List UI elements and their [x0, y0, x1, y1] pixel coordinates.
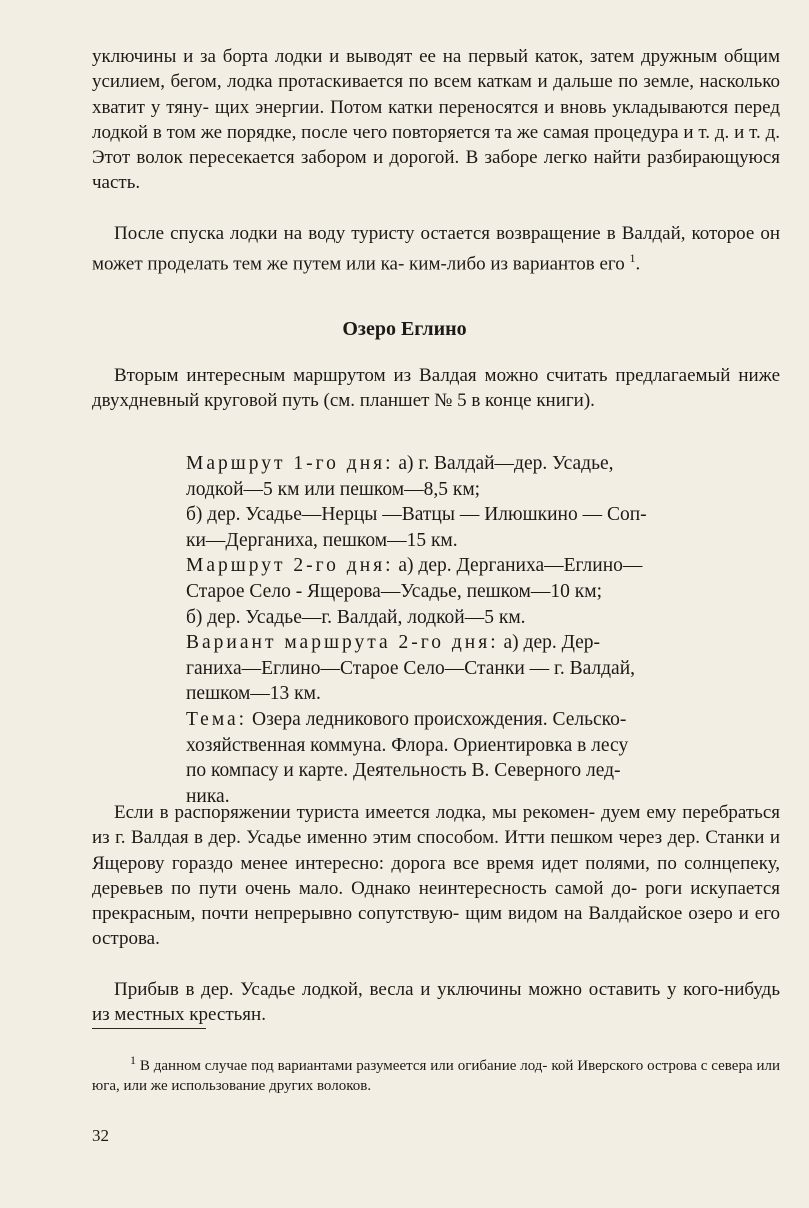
text-line: перед лодкой в том же порядке, после чего повторяется та же — [92, 96, 781, 143]
text-line: № 5 в конце книги). — [434, 390, 595, 412]
text-line: самая процедура и т. д. и т. д. Этот волок пересекается забором — [92, 121, 780, 169]
route-theme-line: Тема: Озера ледникового происхождения. Сельско- — [186, 708, 627, 730]
paragraph-intro — [92, 363, 780, 414]
text-line: роги искупается прекрасным, почти непрерывно сопутствую- — [92, 877, 781, 925]
route-variant-line: Вариант маршрута 2-го дня: а) дер. Дер- — [186, 632, 601, 654]
paragraph-return: После спуска лодки на воду туристу остается возвращение в Валдай, которое он может проделать тем же путем или ка- ким-либо из вариантов его $^1$. — [92, 223, 780, 275]
text-line: предлагаемый ниже двухдневный круговой путь (см. планшет — [92, 365, 781, 412]
paragraph-portage — [92, 44, 780, 196]
paragraph-arrival — [92, 977, 780, 1028]
footnote-divider — [92, 1028, 206, 1029]
footnote — [92, 1050, 780, 1096]
text-line: щим видом на Валдайское озеро и его острова. — [92, 903, 781, 950]
text-line: деревьев по пути очень мало. Однако неинтересность самой до- — [92, 877, 638, 899]
route-day1-line: Маршрут 1-го дня: а) г. Валдай—дер. Усадье, — [186, 453, 614, 474]
route-block — [186, 451, 780, 809]
text-line: ким-либо из вариантов его — [409, 253, 625, 275]
route-line: хозяйственная коммуна. Флора. Ориентировка в лесу — [186, 734, 629, 756]
route-line: ки—Дерганиха, пешком—15 км. — [186, 529, 458, 551]
text-line: Вторым интересным маршрутом из Валдая можно считать — [114, 365, 608, 386]
route-day2-line: Маршрут 2-го дня: а) дер. Дерганиха—Еглино— — [186, 555, 643, 577]
text-line: щих энергии. Потом катки переносятся и вновь укладываются — [214, 96, 729, 118]
route-line: пешком—13 км. — [186, 683, 321, 705]
route-line: ганиха—Еглино—Старое Село—Станки — г. Валдай, — [186, 657, 636, 679]
text-line: затем дружным общим усилием, бегом, лодка протаскивается — [92, 46, 781, 93]
route-theme-label: Тема: — [186, 708, 248, 730]
text-line: по всем каткам и дальше по земле, насколько хватит у тяну- — [92, 71, 781, 118]
route-day2-label: Маршрут 2-го дня: — [186, 555, 394, 577]
footnote-mark: 1 — [629, 251, 636, 266]
route-line: по компасу и карте. Деятельность В. Северного лед- — [186, 760, 621, 782]
footnote-mark: 1 — [130, 1053, 136, 1067]
text-line: оставить у кого-нибудь из местных крестьян. — [92, 979, 781, 1026]
text-line: менее интересно: дорога все время идет полями, по солнцепеку, — [240, 852, 781, 874]
text-line: Если в распоряжении туриста имеется лодка, мы рекомен- — [114, 802, 596, 823]
route-variant-label: Вариант маршрута 2-го дня: — [186, 632, 499, 654]
text-line: в Валдай, которое он может проделать тем же путем или ка- — [92, 223, 780, 275]
paragraph-boat — [92, 800, 780, 952]
route-line: б) дер. Усадье—Нерцы —Ватцы — Илюшкино — Соп- — [186, 504, 647, 526]
text-line: способом. Итти пешком через дер. Станки и Ящерову гораздо — [92, 827, 780, 874]
route-line: Старое Село - Ящерова—Усадье, пешком—10 км; — [186, 580, 602, 602]
text-line: Прибыв в дер. Усадье лодкой, весла и уключины можно — [114, 979, 583, 1000]
footnote-line: кой Иверского острова с севера или юга, или же использование других — [92, 1058, 781, 1094]
text-line: и дорогой. В заборе легко найти разбирающуюся часть. — [92, 147, 780, 194]
footnote-line: В данном случае под вариантами разумеется или огибание лод- — [139, 1058, 548, 1074]
section-heading: Озеро Еглино — [342, 318, 467, 340]
text-line: уключины и за борта лодки и выводят ее на первый каток, — [92, 46, 584, 67]
text-line: дуем ему перебраться из г. Валдая в дер. Усадье именно этим — [92, 802, 780, 849]
route-line: ника. — [186, 785, 230, 807]
route-day1-label: Маршрут 1-го дня: — [186, 453, 394, 474]
text-line: После спуска лодки на воду туристу остается возвращение — [114, 223, 601, 244]
route-line: б) дер. Усадье—г. Валдай, лодкой—5 км. — [186, 606, 526, 628]
footnote-line: волоков. — [316, 1078, 372, 1094]
page-number: 32 — [92, 1126, 109, 1145]
route-line: лодкой—5 км или пешком—8,5 км; — [186, 478, 481, 500]
